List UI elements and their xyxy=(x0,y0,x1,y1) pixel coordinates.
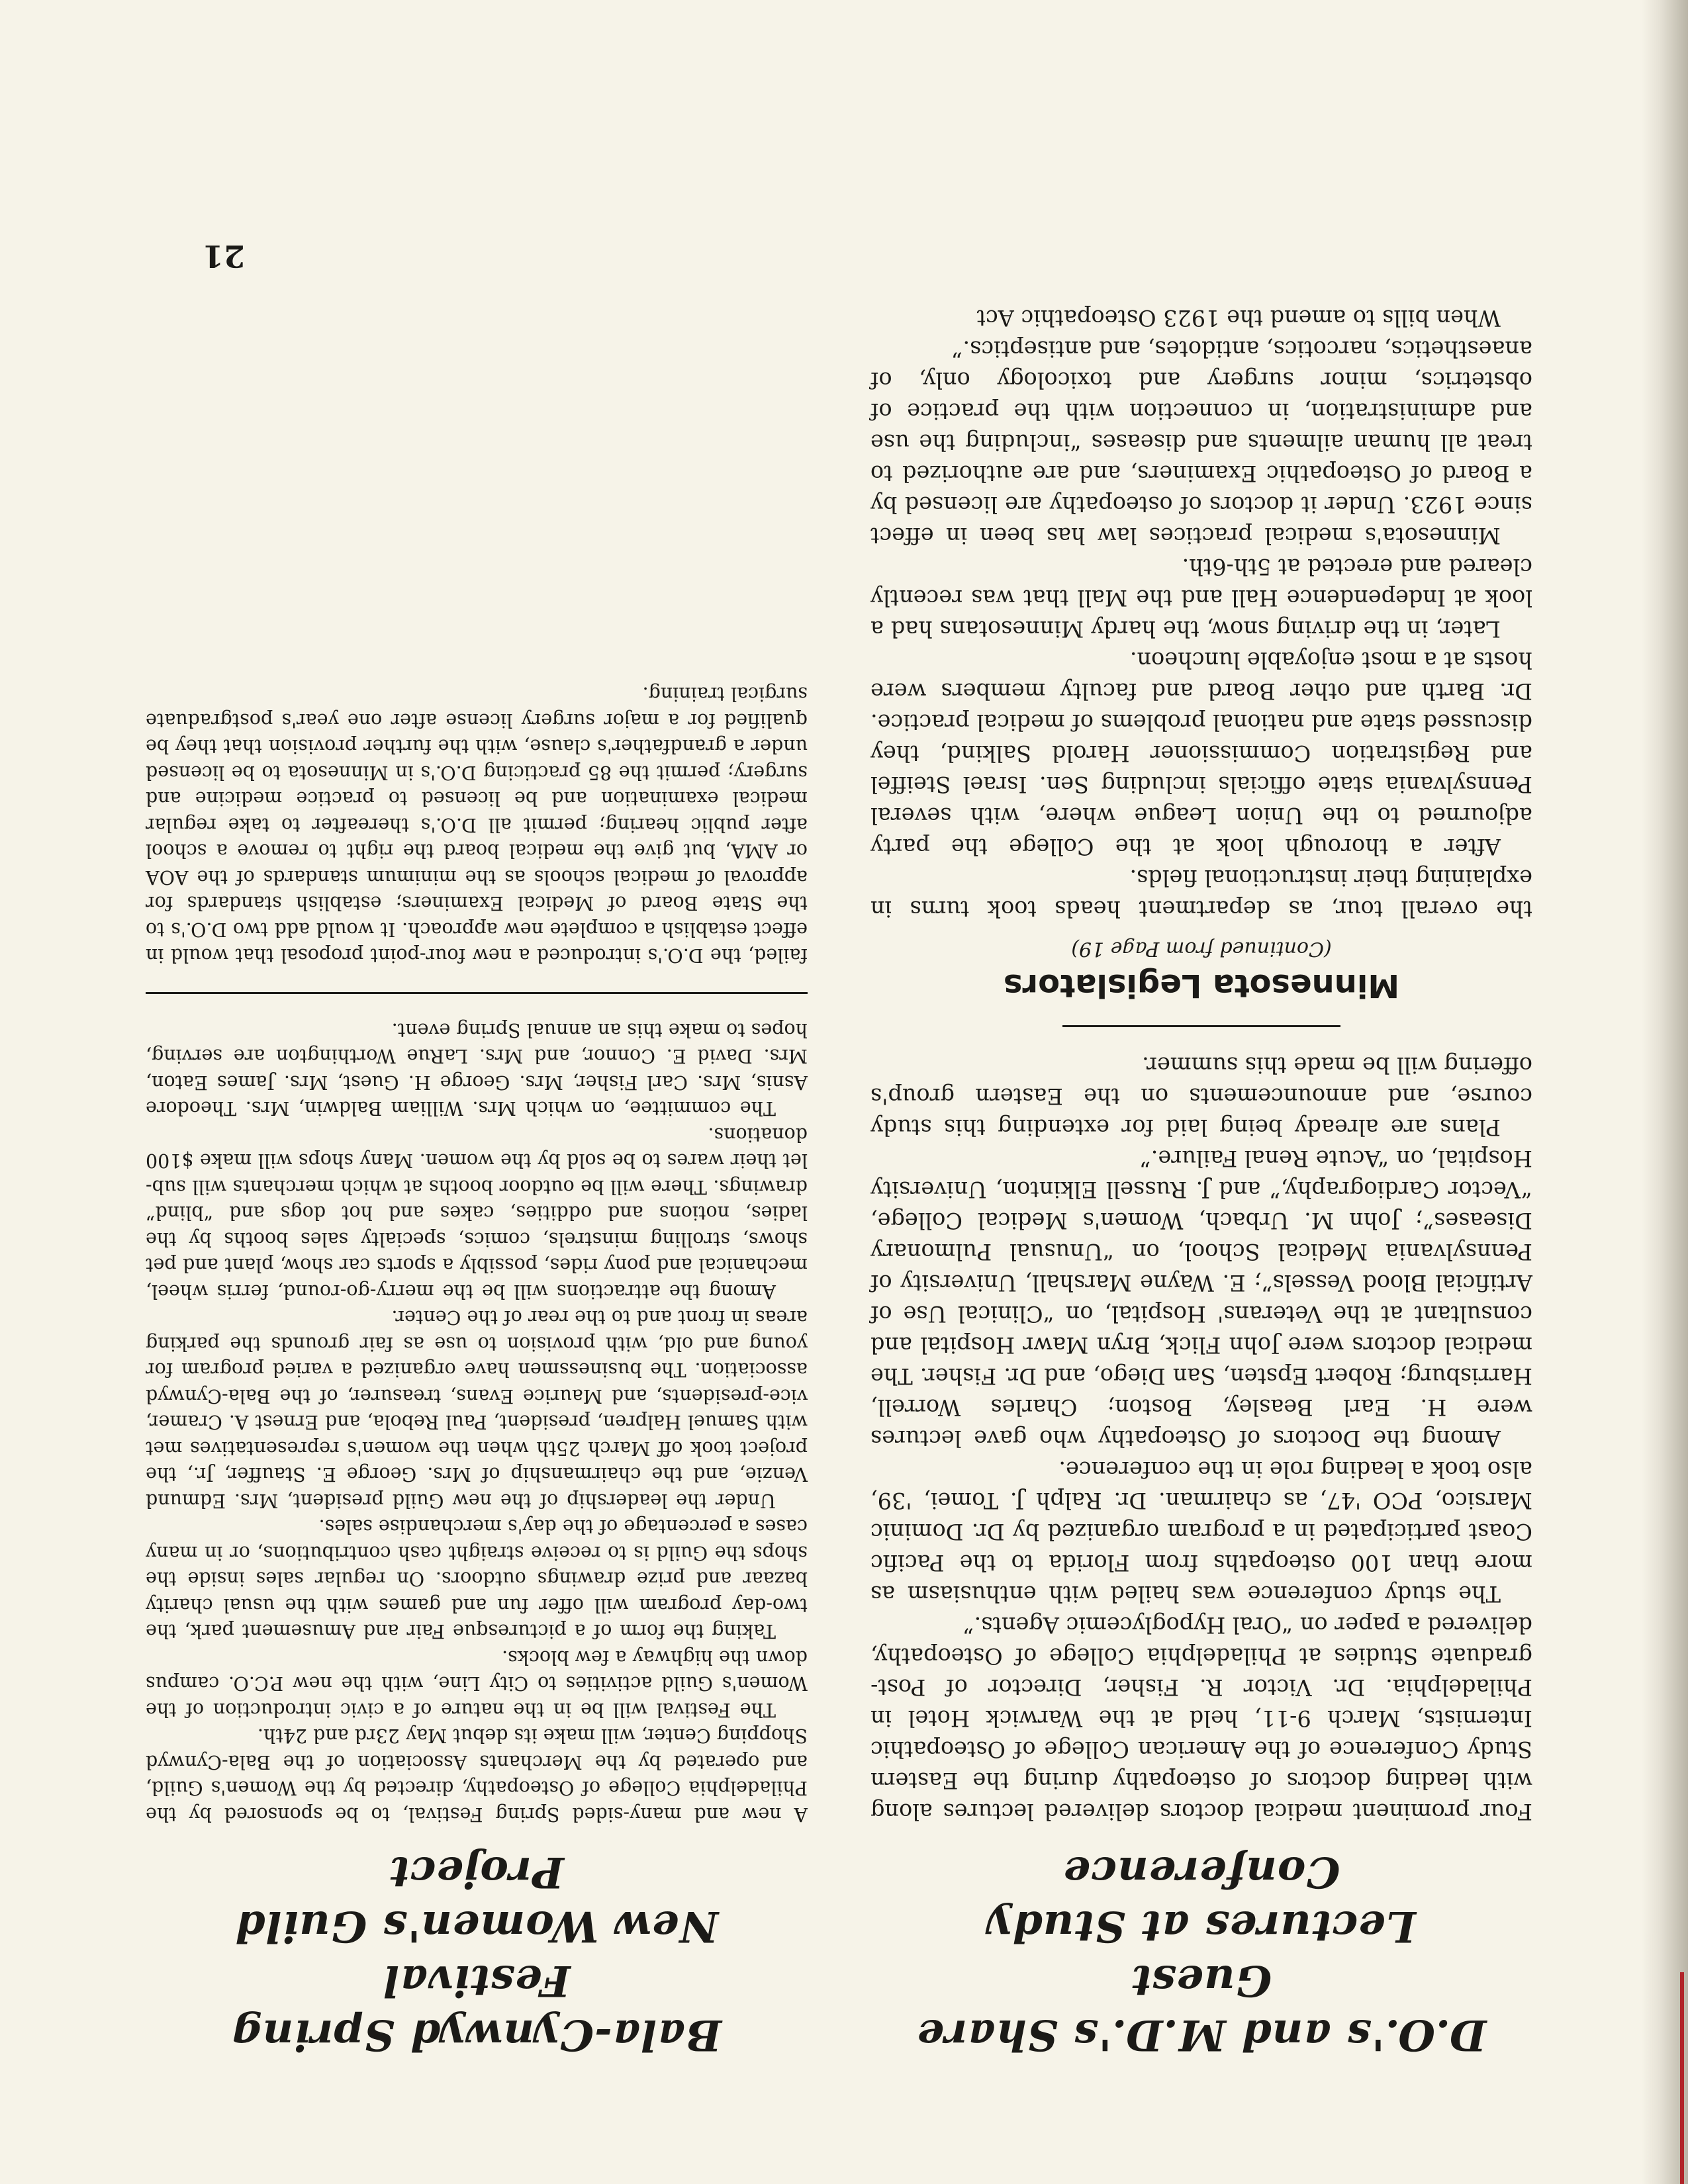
article-paragraph: When bills to amend the 1923 Osteopathic Act xyxy=(976,305,1501,331)
article-paragraph: Later, in the driving snow, the hardy Minnesotans had a look at Independence Hall and the Mall that was recently cleared and erected at 5th-6th. xyxy=(870,554,1532,642)
article-paragraph: the overall tour, as department heads took turns in explaining their instructional fields. xyxy=(870,865,1532,922)
section-divider xyxy=(1062,1025,1340,1027)
title-line: D.O.'s and M.D.'s Share Guest xyxy=(916,1956,1487,2060)
article-paragraph: Minnesota's medical practices law has been in effect since 1923. Under it doctors of osteopathy are licensed by a Board of Osteopathic Examiners, and are authorized to treat all human ailments and diseases “including the use and administration, in connection with the practice of obstetrics, minor surgery and toxicology only, of anaesthetics, narcotics, antidotes, and antiseptics.” xyxy=(870,336,1532,549)
article-paragraph: The Festival will be in the nature of a civic introduction of the Women's Guild activities to City Line, with the new P.C.O. campus down the highway a few blocks. xyxy=(146,1647,808,1721)
title-line: Lectures at Study Conference xyxy=(986,1847,1417,1951)
title-line: Bala-Cynwyd Spring Festival xyxy=(231,1956,722,2060)
article-paragraph: The study conference was hailed with enthusiasm as more than 100 osteopaths from Florida to the Pacific Coast participated in a program organized by Dr. Dominic Marsico, PCO '47, as chairman. Dr. Ralph J. Tomei, '39, also took a leading role in the conference. xyxy=(870,1457,1532,1607)
right-column xyxy=(146,681,808,2062)
left-column xyxy=(870,302,1532,2062)
article-paragraph: Among the attractions will be the merry-go-round, ferris wheel, mechanical and pony rides, possibly a sports car show, plant and pet shows, strolling minstrels, comics, specialty sales booths by the ladies, notions and oddities, cakes and hot dogs and “blind” drawings. There will be outdoor booths at which merchants will sub-let their wares to be sold by the women. Many shops will make $100 donations. xyxy=(146,1124,808,1302)
article-paragraph: The committee, on which Mrs. William Baldwin, Mrs. Theodore Asnis, Mrs. Carl Fisher, Mrs. George H. Guest, Mrs. James Eaton, Mrs. David E. Connor, and Mrs. LaRue Worthington are serving, hopes to make this an annual Spring event. xyxy=(146,1019,808,1120)
article-paragraph: Among the Doctors of Osteopathy who gave lectures were H. Earl Beasley, Boston; Charles Worrell, Harrisburg; Robert Epsten, San Diego, and Dr. Fisher. The medical doctors were John Flick, Bryn Mawr Hospital and consultant at the Veterans' Hospital, on “Clinical Use of Artificial Blood Vessels”; E. Wayne Marshall, University of Pennsylvania Medical School, on “Unusual Pulmonary Diseases”; John M. Urbach, Women's Medical College, “Vector Cardiography,” and J. Russell Elkinton, University Hospital, on “Acute Renal Failure.” xyxy=(870,1146,1532,1451)
binding-shadow xyxy=(1642,0,1688,2184)
article-paragraph: After a thorough look at the College the party adjourned to the Union League where, with several Pennsylvania state officials including Sen. Israel Steiffel and Registration Commissioner Harold Salkind, they discussed state and national problems of medical practice. Dr. Barth and other Board and faculty members were hosts at a most enjoyable luncheon. xyxy=(870,647,1532,860)
page-number: 21 xyxy=(202,238,245,274)
spring-festival-title xyxy=(146,1844,808,2062)
continued-article-paragraph: failed, the D.O.'s introduced a new four-point proposal that would in effect establish a complete new approach. It would add two D.O.'s to the State Board of Medical Examiners; establish standards for approval of medical schools as the minimum standards of the AOA or AMA, but give the medical board the right to remove a school after public hearing; permit all D.O.'s thereafter to take regular medical examination and be licensed to practice medicine and surgery; permit the 85 practicing D.O.'s in Minnesota to be licensed under a grandfather's clause, with the further provision that they be qualified for a major surgery license after one year's postgraduate surgical training. xyxy=(146,683,808,967)
continued-note: (Continued from Page 19) xyxy=(1071,937,1332,960)
study-conference-title xyxy=(870,1844,1532,2062)
article-paragraph: Under the leadership of the new Guild president, Mrs. Edmund Venzie, and the chairmanship of Mrs. George E. Stauffer, Jr., the project took off March 25th when the women's representatives met with Samuel Halpren, president, Paul Rebola, and Ernest A. Cramer, vice-presidents, and Maurice Evans, treasurer, of the Bala-Cynwyd association. The businessmen have organized a varied program for young and old, with provision to use as fair grounds the parking areas in front and to the rear of the Center. xyxy=(146,1306,808,1512)
article-paragraph: A new and many-sided Spring Festival, to be sponsored by the Philadelphia College of Osteopathy, directed by the Women's Guild, and operated by the Merchants Association of the Bala-Cynwyd Shopping Center, will make its debut May 23rd and 24th. xyxy=(146,1725,808,1825)
red-edge-mark xyxy=(1680,1972,1684,2184)
article-paragraph: Taking the form of a picturesque Fair and Amusement park, the two-day program will offer fun and games with the usual charity bazaar and prize drawings outdoors. On regular sales inside the shops the Guild is to receive straight cash contributions, or in many cases a percentage of the day's merchandise sales. xyxy=(146,1516,808,1643)
article-paragraph: Plans are already being laid for extending this study course, and announcements on the Eastern group's offering will be made this summer. xyxy=(870,1052,1532,1140)
title-line: New Women's Guild Project xyxy=(234,1847,719,1951)
minnesota-legislators-heading: Minnesota Legislators xyxy=(1003,967,1400,1004)
section-divider xyxy=(146,993,808,995)
article-paragraph: Four prominent medical doctors delivered lectures along with leading doctors of osteopathy during the Eastern Study Conference of the American College of Osteopathic Internists, March 9-11, held at the Warwick Hotel in Philadelphia. Dr. Victor R. Fisher, Director of Post-graduate Studies at Philadelphia College of Osteopathy, delivered a paper on “Oral Hypoglycemic Agents.” xyxy=(870,1612,1532,1825)
